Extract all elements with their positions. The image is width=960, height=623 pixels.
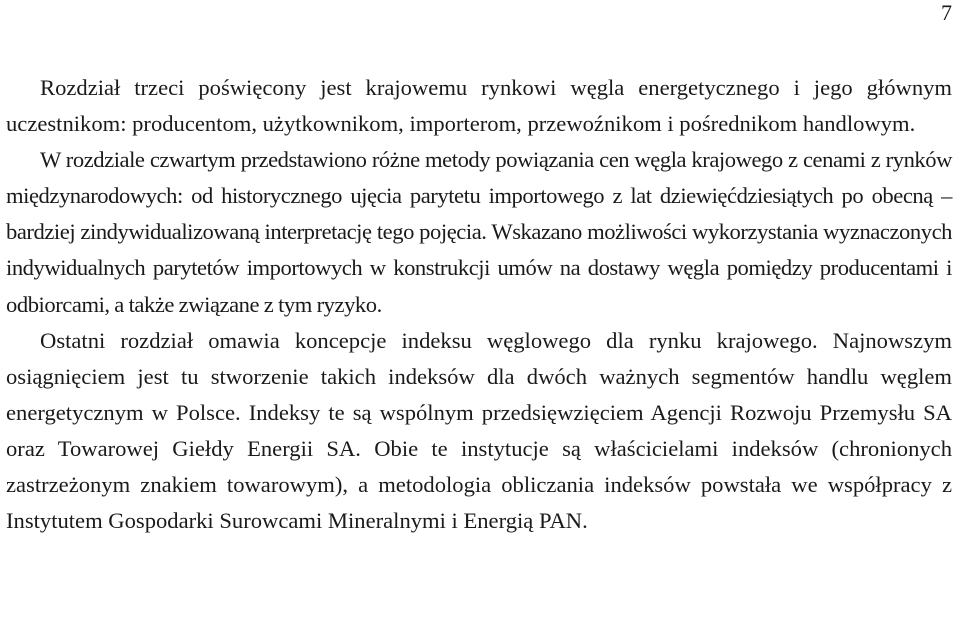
body-text	[6, 70, 952, 539]
page-number: 7	[941, 0, 952, 25]
paragraph-chapter-three: Rozdział trzeci poświęcony jest krajowemu rynkowi węgla energetycznego i jego głównym uczestnikom: producentom, użytkownikom, importerom, przewoźnikom i pośrednikom handlowym.	[6, 75, 952, 137]
paragraph-last-chapter: Ostatni rozdział omawia koncepcje indeksu węglowego dla rynku krajowego. Najnowszym osiągnięciem jest tu stworzenie takich indeksów dla dwóch ważnych segmentów handlu węglem energetycznym w Polsce. Indeksy te są wspólnym przedsięwzięciem Agencji Rozwoju Przemysłu SA oraz Towarowej Giełdy Energii SA. Obie te instytucje są właścicielami indeksów (chronionych zastrzeżonym znakiem towarowym), a metodologia obliczania indeksów powstała we współpracy z Instytutem Gospodarki Surowcami Mineralnymi i Energią PAN.	[6, 327, 952, 534]
paragraph-chapter-four: W rozdziale czwartym przedstawiono różne metody powiązania cen węgla krajowego z cenami z rynków międzynarodowych: od historycznego ujęcia parytetu importowego z lat dziewięćdziesiątych po obecną – bardziej zindywidualizowaną interpretację tego pojęcia. Wskazano możliwości wykorzystania wyznaczonych indywidualnych parytetów importowych w konstrukcji umów na dostawy węgla pomiędzy producentami i odbiorcami, a także związane z tym ryzyko.	[6, 147, 952, 317]
